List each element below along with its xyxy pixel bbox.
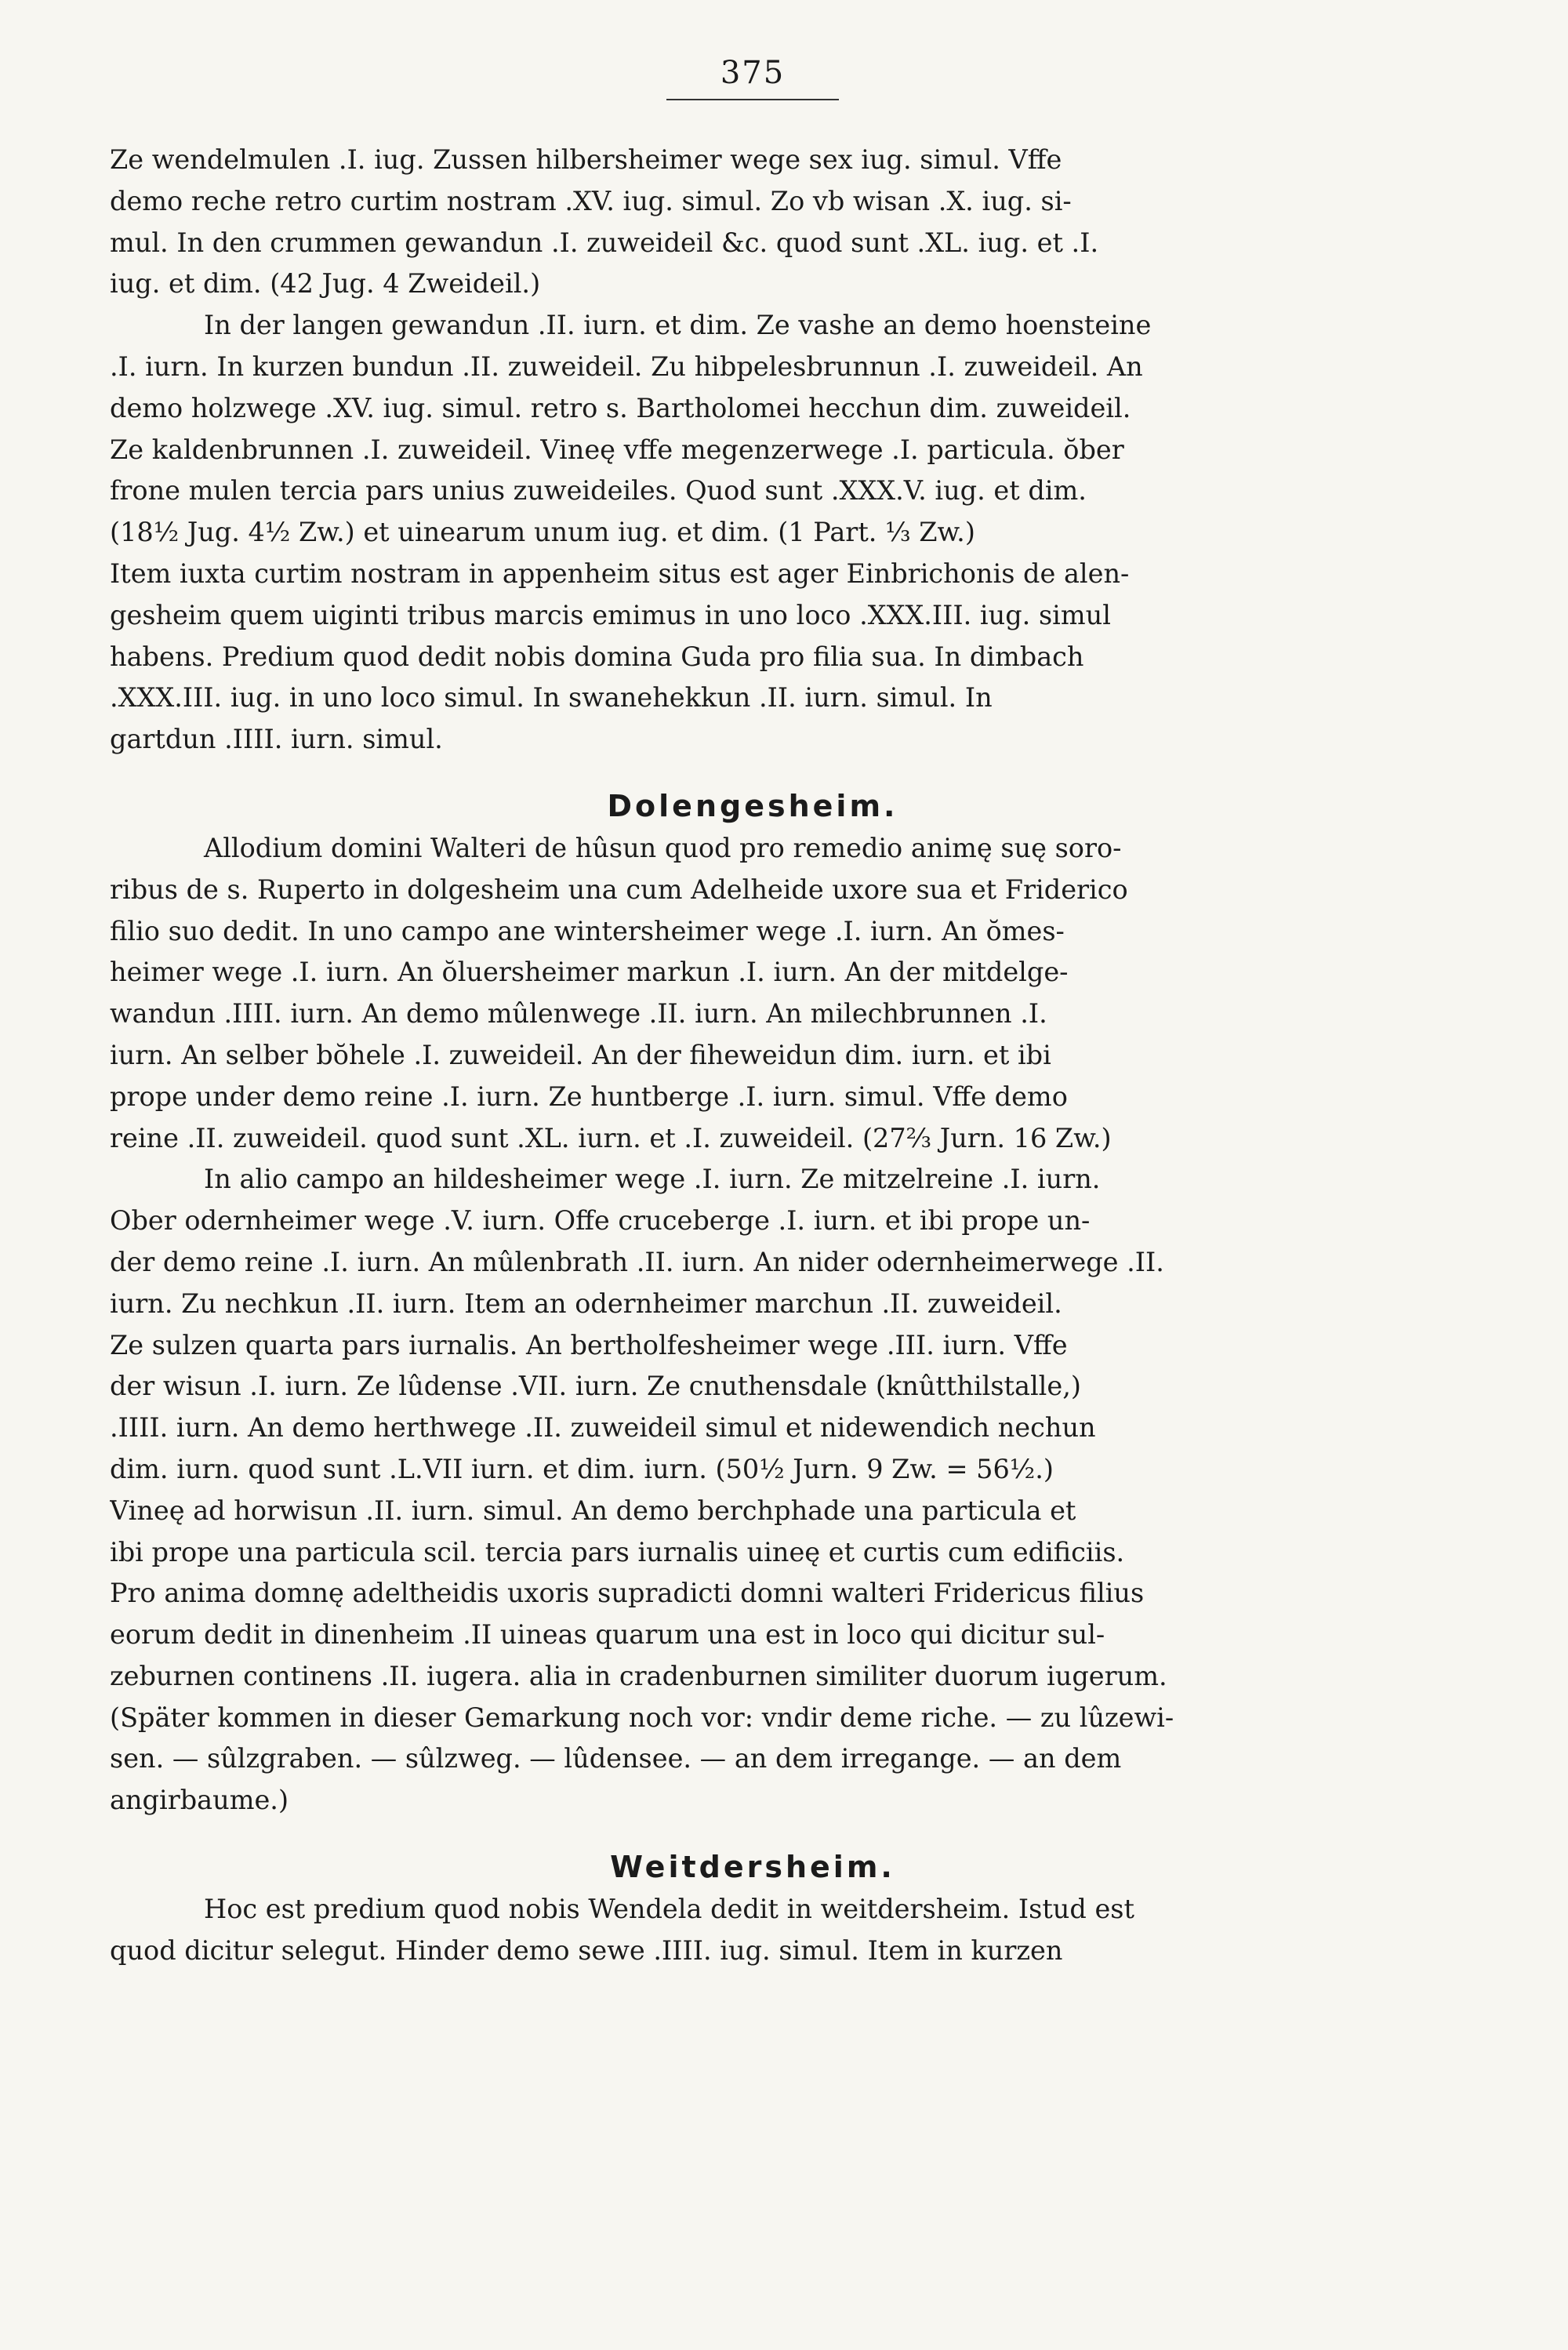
- text-line: Ze kaldenbrunnen .I. zuweideil. Vineę vffe megenzerwege .I. particula. ŏber: [110, 434, 1124, 465]
- document-page: [110, 55, 1396, 2297]
- text-line: sen. — sûlzgraben. — sûlzweg. — lûdensee. — an dem irregange. — an dem: [110, 1743, 1122, 1774]
- text-line: dim. iurn. quod sunt .L.VII iurn. et dim. iurn. (50½ Jurn. 9 Zw. = 56½.): [110, 1453, 1054, 1484]
- page-content: [110, 140, 1396, 1972]
- text-line: frone mulen tercia pars unius zuweideiles. Quod sunt .XXX.V. iug. et dim.: [110, 475, 1087, 507]
- text-line: (18½ Jug. 4½ Zw.) et uinearum unum iug. et dim. (1 Part. ⅓ Zw.): [110, 517, 975, 548]
- text-line: iurn. Zu nechkun .II. iurn. Item an odernheimer marchun .II. zuweideil.: [110, 1288, 1062, 1319]
- text-line: habens. Predium quod dedit nobis domina Guda pro filia sua. In dimbach: [110, 641, 1084, 672]
- text-line: demo holzwege .XV. iug. simul. retro s. Bartholomei hecchun dim. zuweideil.: [110, 392, 1131, 423]
- text-line: Ze sulzen quarta pars iurnalis. An bertholfesheimer wege .III. iurn. Vffe: [110, 1329, 1068, 1360]
- text-line: zeburnen continens .II. iugera. alia in cradenburnen similiter duorum iugerum.: [110, 1660, 1167, 1691]
- text-line: .IIII. iurn. An demo herthwege .II. zuweideil simul et nidewendich nechun: [110, 1412, 1096, 1444]
- text-line: der wisun .I. iurn. Ze lûdense .VII. iurn. Ze cnuthensdale (knûtthilstalle,): [110, 1371, 1081, 1402]
- text-line: demo reche retro curtim nostram .XV. iug. simul. Zo vb wisan .X. iug. si-: [110, 185, 1072, 216]
- text-line: eorum dedit in dinenheim .II uineas quarum una est in loco qui dicitur sul-: [110, 1619, 1105, 1651]
- text-line: reine .II. zuweideil. quod sunt .XL. iurn. et .I. zuweideil. (27⅔ Jurn. 16 Zw.): [110, 1122, 1112, 1153]
- section-text: [110, 1889, 1396, 1972]
- text-line: (Später kommen in dieser Gemarkung noch vor: vndir deme riche. — zu lûzewi-: [110, 1702, 1174, 1733]
- text-line: Ze wendelmulen .I. iug. Zussen hilbersheimer wege sex iug. simul. Vffe: [110, 144, 1062, 175]
- text-line: In alio campo an hildesheimer wege .I. iurn. Ze mitzelreine .I. iurn.: [204, 1164, 1101, 1195]
- section-text: [110, 140, 1396, 761]
- text-line: gesheim quem uiginti tribus marcis emimus in uno loco .XXX.III. iug. simul: [110, 599, 1111, 630]
- text-line: prope under demo reine .I. iurn. Ze huntberge .I. iurn. simul. Vffe demo: [110, 1081, 1068, 1112]
- text-line: wandun .IIII. iurn. An demo mûlenwege .II. iurn. An milechbrunnen .I.: [110, 998, 1047, 1030]
- page-number: 375: [666, 55, 839, 100]
- text-line: ribus de s. Ruperto in dolgesheim una cum Adelheide uxore sua et Friderico: [110, 874, 1128, 905]
- text-line: quod dicitur selegut. Hinder demo sewe .IIII. iug. simul. Item in kurzen: [110, 1934, 1063, 1966]
- text-line: der demo reine .I. iurn. An mûlenbrath .II. iurn. An nider odernheimerwege .II.: [110, 1246, 1164, 1277]
- section-text: [110, 828, 1396, 1822]
- text-line: iug. et dim. (42 Jug. 4 Zweideil.): [110, 268, 541, 300]
- text-line: ibi prope una particula scil. tercia pars iurnalis uineę et curtis cum edificiis.: [110, 1536, 1125, 1567]
- text-line: Hoc est predium quod nobis Wendela dedit in weitdersheim. Istud est: [204, 1894, 1134, 1925]
- text-line: iurn. An selber bŏhele .I. zuweideil. An der fiheweidun dim. iurn. et ibi: [110, 1039, 1051, 1070]
- text-line: .I. iurn. In kurzen bundun .II. zuweideil. Zu hibpelesbrunnun .I. zuweideil. An: [110, 351, 1143, 382]
- text-line: filio suo dedit. In uno campo ane wintersheimer wege .I. iurn. An ŏmes-: [110, 915, 1065, 946]
- text-line: .XXX.III. iug. in uno loco simul. In swanehekkun .II. iurn. simul. In: [110, 682, 993, 714]
- text-line: Vineę ad horwisun .II. iurn. simul. An demo berchphade una particula et: [110, 1495, 1076, 1526]
- section-heading: Weitdersheim.: [610, 1850, 895, 1885]
- text-line: Ober odernheimer wege .V. iurn. Offe cruceberge .I. iurn. et ibi prope un-: [110, 1205, 1091, 1237]
- text-line: gartdun .IIII. iurn. simul.: [110, 724, 443, 755]
- section-heading: Dolengesheim.: [607, 788, 898, 823]
- text-line: In der langen gewandun .II. iurn. et dim. Ze vashe an demo hoensteine: [204, 310, 1152, 341]
- text-line: Allodium domini Walteri de hûsun quod pro remedio animę suę soro-: [204, 832, 1122, 863]
- text-line: mul. In den crummen gewandun .I. zuweideil &c. quod sunt .XL. iug. et .I.: [110, 227, 1099, 258]
- text-line: Item iuxta curtim nostram in appenheim situs est ager Einbrichonis de alen-: [110, 558, 1130, 589]
- text-line: Pro anima domnę adeltheidis uxoris supradicti domni walteri Fridericus filius: [110, 1578, 1145, 1609]
- text-line: heimer wege .I. iurn. An ŏluersheimer markun .I. iurn. An der mitdelge-: [110, 957, 1069, 988]
- text-line: angirbaume.): [110, 1785, 289, 1816]
